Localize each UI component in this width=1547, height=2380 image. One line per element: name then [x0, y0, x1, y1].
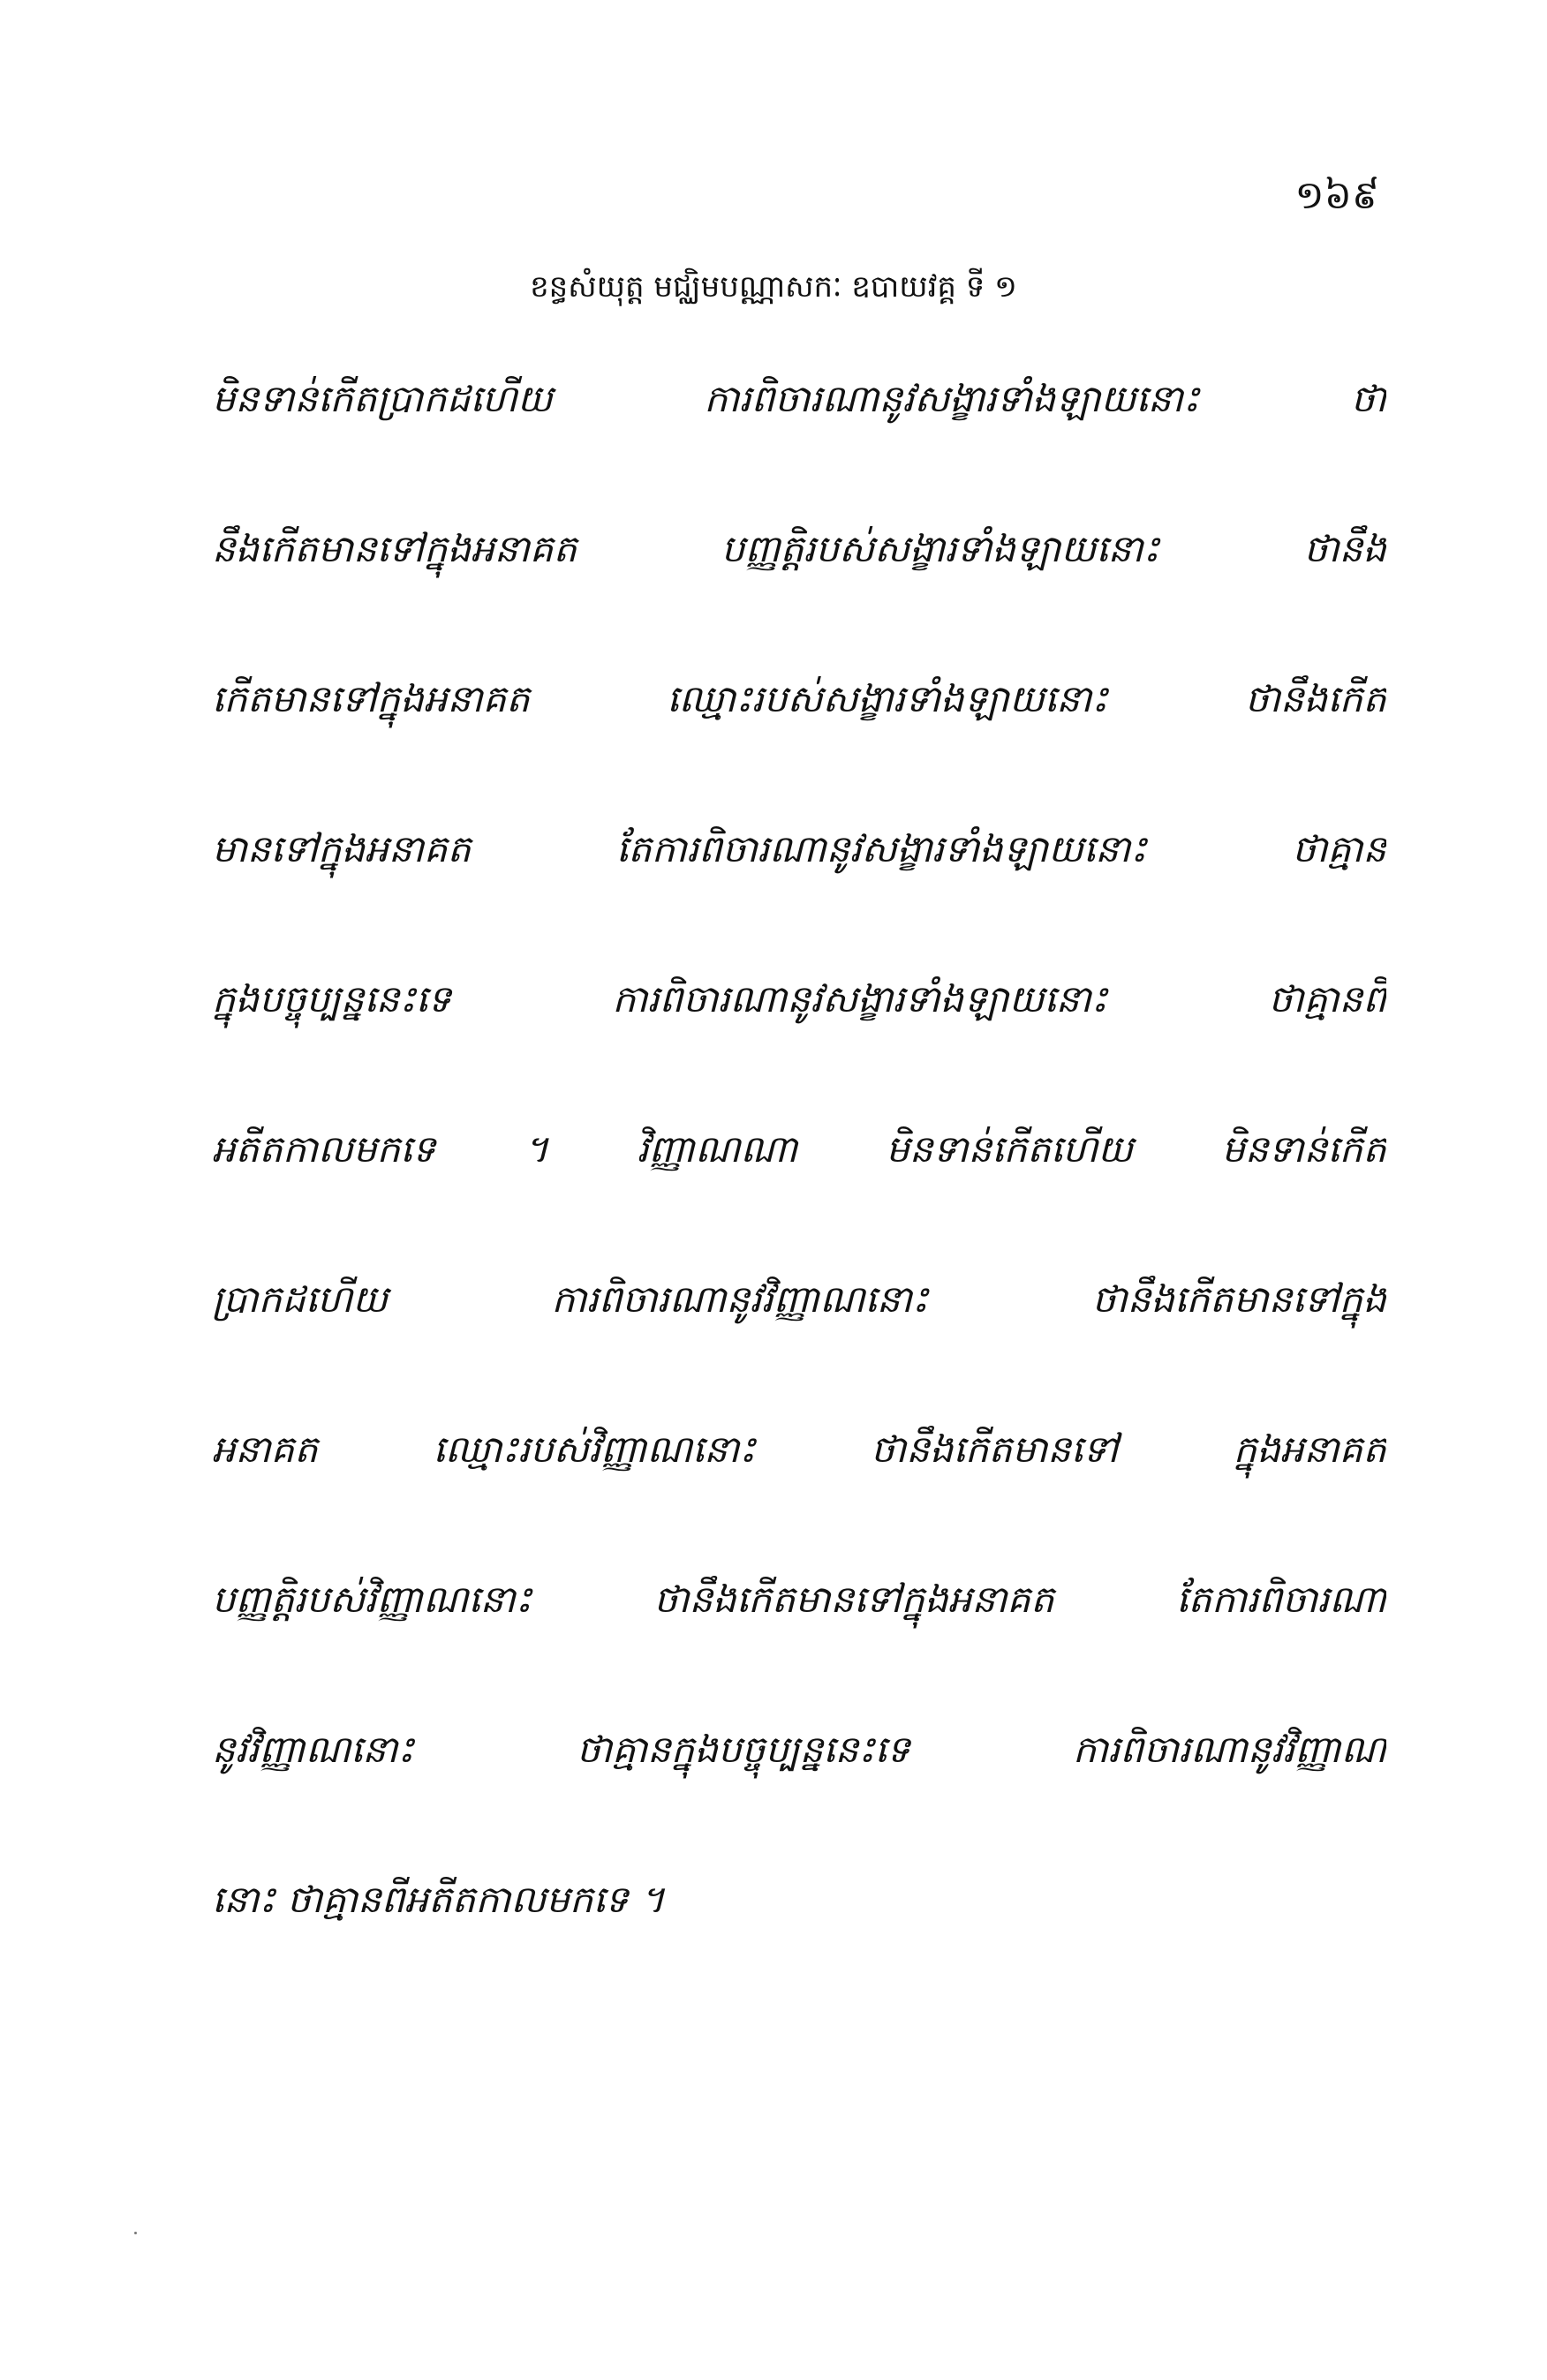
text-line: ប្រាកដហើយ ការពិចារណានូវវិញ្ញាណនោះ ថានឹងកើតមានទៅក្នុង [212, 1277, 1386, 1321]
body-text [212, 371, 1386, 2022]
text-line: នូវវិញ្ញាណនោះ ថាគ្មានក្នុងបច្ចុប្បន្ននេះទេ ការពិចារណានូវវិញ្ញាណ [212, 1728, 1386, 1771]
text-line: មិនទាន់កើតប្រាកដហើយ ការពិចារណានូវសង្ខារទាំងឡាយនោះ ថា [212, 377, 1386, 420]
running-header: ខន្ធសំយុត្ត មជ្ឈិមបណ្ណាសកៈ ឧបាយវគ្គ ទី ១ [530, 269, 1017, 305]
text-line: អនាគត ឈ្មោះរបស់វិញ្ញាណនោះ ថានឹងកើតមានទៅ ក្នុងអនាគត [212, 1427, 1386, 1471]
text-line: អតីតកាលមកទេ ។ វិញ្ញាណណា មិនទាន់កើតហើយ មិនទាន់កើត [212, 1127, 1386, 1171]
scan-speck [134, 2232, 137, 2234]
text-line: បញ្ញត្តិរបស់វិញ្ញាណនោះ ថានឹងកើតមានទៅក្នុងអនាគត តែការពិចារណា [212, 1578, 1386, 1621]
text-line: ក្នុងបច្ចុប្បន្ននេះទេ ការពិចារណានូវសង្ខារទាំងឡាយនោះ ថាគ្មានពី [212, 977, 1386, 1021]
text-line: កើតមានទៅក្នុងអនាគត ឈ្មោះរបស់សង្ខារទាំងឡាយនោះ ថានឹងកើត [212, 677, 1386, 720]
page-number: ១៦៩ [1294, 173, 1379, 218]
text-line: នោះ ថាគ្មានពីអតីតកាលមកទេ ។ [212, 1878, 665, 1921]
text-line: មានទៅក្នុងអនាគត តែការពិចារណានូវសង្ខារទាំងឡាយនោះ ថាគ្មាន [212, 827, 1386, 870]
text-line: នឹងកើតមានទៅក្នុងអនាគត បញ្ញត្តិរបស់សង្ខារទាំងឡាយនោះ ថានឹង [212, 527, 1386, 570]
